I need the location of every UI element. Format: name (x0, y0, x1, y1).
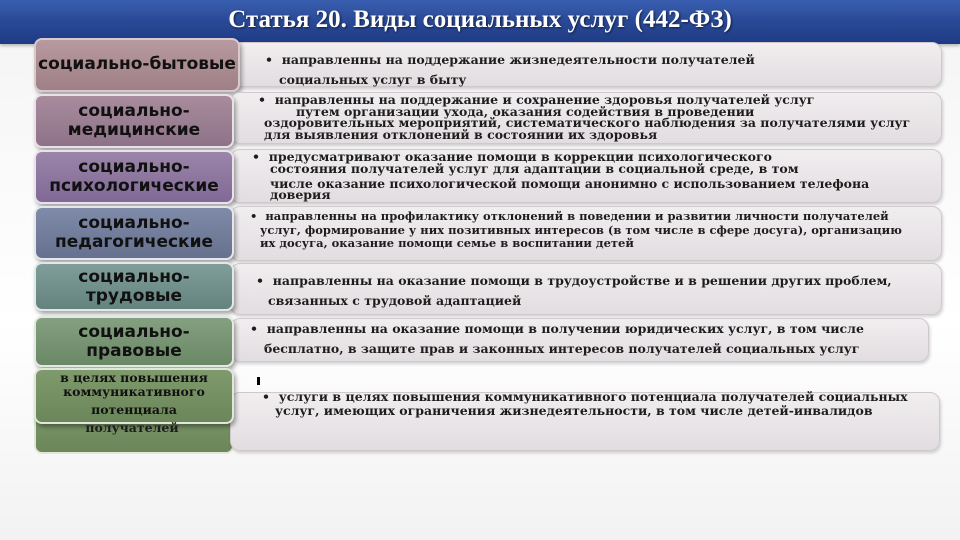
category-labor: социально- трудовые (34, 262, 234, 311)
category-household: социально-бытовые (34, 38, 240, 92)
description-medical: • направленны на поддержание и сохранение здоровья получателей услуг путем организации ухода, оказания содействия в проведении оздоровительных мероприятий, систематического наблюдения за получателями услуг для выявления отклонений в состоянии их здоровья (258, 94, 910, 140)
description-communicative: • услуги в целях повышения коммуникативного потенциала получателей социальных услуг, имеющих ограничения жизнедеятельности, в том числе детей-инвалидов (262, 390, 908, 417)
description-labor: • направленны на оказание помощи в трудоустройстве и в решении других проблем, связанных с трудовой адаптацией (256, 272, 892, 310)
page-title: Статья 20. Виды социальных услуг (442-ФЗ) (228, 6, 732, 33)
category-medical: социально- медицинские (34, 94, 234, 148)
category-legal: социально- правовые (34, 316, 234, 367)
description-pedagogical: • направленны на профилактику отклонений в поведении и развитии личности получателей услуг, формирование у них позитивных интересов (в том числе в сфере досуга), организацию их досуга, оказание помощи семье в воспитании детей (250, 210, 902, 251)
text-cursor-marker (257, 377, 260, 385)
description-household: • направленны на поддержание жизнедеятельности получателей социальных услуг в быту (265, 52, 755, 88)
description-legal: • направленны на оказание помощи в получении юридических услуг, в том числе бесплатно, в защите прав и законных интересов получателей социальных услуг (250, 320, 864, 358)
category-pedagogical: социально- педагогические (34, 206, 234, 260)
category-psychological: социально- психологические (34, 150, 234, 204)
category-communicative-last-line: получателей (85, 420, 179, 435)
description-psychological: • предусматривают оказание помощи в коррекции психологического состояния получателей услуг для адаптации в социальной среде, в том числе оказание психологической помощи анонимно с использованием телефона доверия (252, 151, 869, 201)
category-communicative: в целях повышения коммуникативного потенциала (34, 368, 234, 424)
